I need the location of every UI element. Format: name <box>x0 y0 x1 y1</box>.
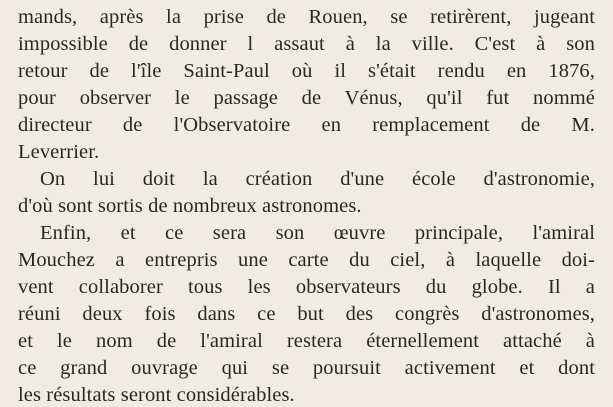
text-line: vent collaborer tous les observateurs du globe. Il a <box>18 276 595 298</box>
text-line: mands, après la prise de Rouen, se retirèrent, jugeant <box>18 6 595 28</box>
text-line: impossible de donner l assaut à la ville. C'est à son <box>18 33 595 55</box>
text-line: les résultats seront considérables. <box>18 384 295 406</box>
text-line: retour de l'île Saint-Paul où il s'était rendu en 1876, <box>18 60 595 82</box>
text-line: directeur de l'Observatoire en remplacement de M. <box>18 114 595 136</box>
text-line: Mouchez a entrepris une carte du ciel, à laquelle doi- <box>18 249 595 271</box>
text-line: pour observer le passage de Vénus, qu'il fut nommé <box>18 87 595 109</box>
text-line: Leverrier. <box>18 141 100 163</box>
text-line: d'où sont sortis de nombreux astronomes. <box>18 195 362 217</box>
text-line: et le nom de l'amiral restera éternellement attaché à <box>18 330 595 352</box>
text-line: Enfin, et ce sera son œuvre principale, l'amiral <box>40 222 595 244</box>
text-line: réuni deux fois dans ce but des congrès d'astronomes, <box>18 303 595 325</box>
text-line: On lui doit la création d'une école d'astronomie, <box>40 168 595 190</box>
text-line: ce grand ouvrage qui se poursuit activement et dont <box>18 357 595 379</box>
